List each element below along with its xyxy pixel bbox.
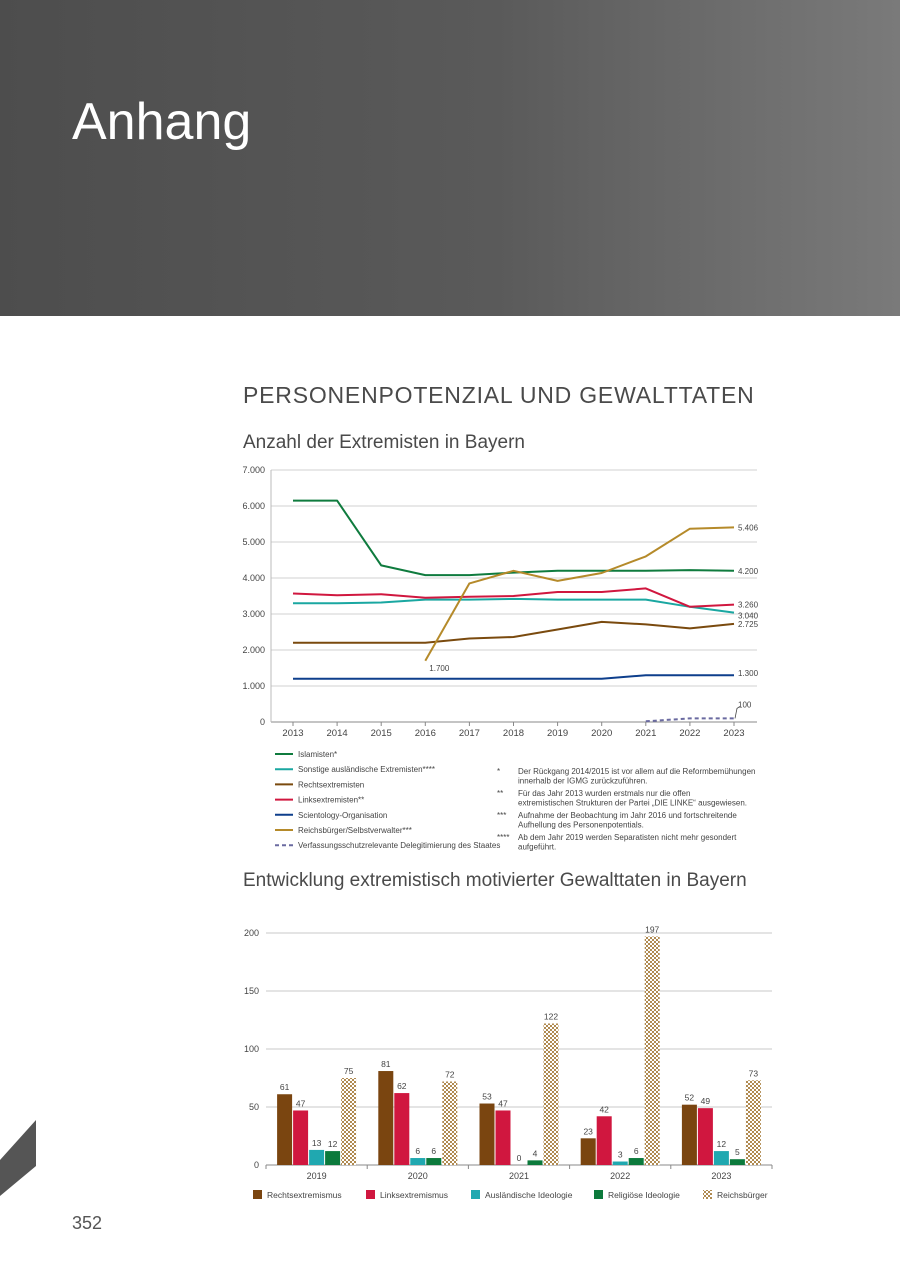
legend-label: Scientology-Organisation [298, 810, 388, 820]
x-tick-label: 2019 [547, 728, 569, 739]
x-tick-label: 2022 [610, 1171, 631, 1181]
bar-value-label: 12 [327, 1139, 338, 1150]
x-tick-label: 2021 [635, 728, 657, 739]
x-tick-label: 2018 [502, 728, 525, 739]
bar-value-label: 53 [482, 1091, 492, 1102]
y-tick-label: 3.000 [242, 609, 265, 619]
bar-bar_reichs [645, 936, 660, 1165]
x-tick-label: 2021 [508, 1171, 530, 1181]
bar-value-label: 73 [748, 1068, 759, 1079]
footnote-text: Aufnahme der Beobachtung im Jahr 2016 und fortschreitende Aufhellung des Personenpotentials. [518, 811, 737, 830]
y-tick-label: 1.000 [242, 681, 265, 691]
x-tick-label: 2023 [723, 728, 745, 739]
bar-bar_links [698, 1108, 713, 1165]
series-line-scientology [293, 675, 734, 679]
bar-value-label: 12 [716, 1139, 727, 1150]
footnote-text: Ab dem Jahr 2019 werden Separatisten nicht mehr gesondert aufgeführt. [518, 833, 737, 852]
footnote-mark: **** [497, 833, 510, 842]
bar-value-label: 0 [516, 1153, 522, 1163]
y-tick-label: 2.000 [242, 645, 265, 655]
bar-bar_rechts [480, 1104, 495, 1165]
x-tick-label: 2022 [679, 728, 701, 739]
x-tick-label: 2016 [414, 728, 436, 739]
legend-swatch [594, 1190, 603, 1199]
footnote-mark: ** [497, 789, 504, 798]
side-tab-marker [0, 1120, 40, 1200]
bar-bar_reichs [442, 1081, 457, 1165]
legend-label: Religiöse Ideologie [608, 1190, 680, 1200]
y-tick-label: 7.000 [242, 465, 265, 475]
series-line-delegitimierung [646, 718, 734, 721]
series-line-islamisten [293, 501, 734, 575]
y-tick-label: 5.000 [242, 537, 265, 547]
series-line-reichsbuerger [425, 527, 734, 660]
bar-value-label: 42 [599, 1104, 609, 1115]
legend-label: Rechtsextremisten [298, 780, 365, 790]
y-tick-label: 50 [248, 1102, 259, 1112]
end-label: 3.040 [738, 611, 759, 621]
bar-bar_reichs [341, 1078, 356, 1165]
y-tick-label: 100 [243, 1044, 259, 1054]
legend-label: Verfassungsschutzrelevante Delegitimierung des Staates [298, 841, 501, 851]
x-tick-label: 2023 [711, 1171, 732, 1181]
bar-bar_rechts [378, 1071, 393, 1165]
legend-label: Ausländische Ideologie [485, 1190, 573, 1200]
legend-label: Islamisten* [298, 750, 338, 759]
bar-value-label: 47 [498, 1098, 508, 1109]
legend-label: Rechtsextremismus [267, 1190, 342, 1200]
end-label: 3.260 [738, 600, 759, 610]
series-line-rechts [293, 622, 734, 643]
x-tick-label: 2015 [370, 728, 392, 739]
banner-title: Anhang [72, 93, 252, 151]
bar-bar_rechts [682, 1105, 697, 1165]
bar-bar_relig [730, 1159, 745, 1165]
bar-value-label: 5 [735, 1147, 740, 1158]
x-tick-label: 2013 [282, 728, 304, 739]
legend-label: Sonstige ausländische Extremisten**** [298, 765, 435, 775]
bar-bar_reichs [544, 1023, 559, 1165]
bar-chart [0, 915, 900, 1215]
y-tick-label: 150 [243, 986, 259, 996]
bar-bar_rechts [581, 1138, 596, 1165]
end-label: 1.300 [738, 669, 759, 679]
x-tick-label: 2020 [407, 1171, 428, 1181]
legend-swatch [253, 1190, 262, 1199]
line-chart [0, 460, 900, 880]
footnote-mark: * [497, 767, 501, 776]
x-tick-label: 2020 [591, 728, 613, 739]
legend-swatch [366, 1190, 375, 1199]
bar-value-label: 72 [445, 1069, 455, 1080]
end-label: 4.200 [738, 566, 759, 576]
bar-bar_links [597, 1116, 612, 1165]
end-label: 100 [738, 700, 752, 710]
series-line-sonstige [293, 599, 734, 613]
bar-value-label: 52 [684, 1092, 695, 1103]
end-label: 5.406 [738, 523, 759, 533]
y-tick-label: 4.000 [242, 573, 265, 583]
line-chart-title: Anzahl der Extremisten in Bayern [243, 432, 525, 453]
footnote-text: Der Rückgang 2014/2015 ist vor allem auf die Reformbemühungen innerhalb der IGMG zurückzuführen. [518, 767, 756, 786]
bar-bar_rechts [277, 1094, 292, 1165]
bar-value-label: 75 [343, 1066, 354, 1076]
y-tick-label: 0 [259, 717, 265, 727]
bar-value-label: 49 [700, 1096, 711, 1107]
bar-bar_reichs [746, 1080, 761, 1165]
bar-value-label: 61 [279, 1082, 290, 1093]
bar-bar_links [394, 1093, 409, 1165]
y-tick-label: 0 [253, 1160, 259, 1170]
page-number: 352 [72, 1213, 103, 1233]
bar-bar_auslaend [714, 1151, 729, 1165]
bar-bar_auslaend [613, 1162, 628, 1165]
bar-value-label: 6 [415, 1146, 421, 1157]
end-label: 2.725 [738, 619, 759, 629]
legend-label: Reichsbürger [717, 1190, 768, 1200]
legend-swatch [703, 1190, 712, 1199]
bar-value-label: 62 [397, 1081, 407, 1092]
bar-bar_relig [629, 1158, 644, 1165]
bar-value-label: 6 [633, 1146, 639, 1157]
bar-value-label: 23 [583, 1126, 593, 1137]
section-title: PERSONENPOTENZIAL UND GEWALTTATEN [243, 382, 755, 408]
footnote-text: Für das Jahr 2013 wurden erstmals nur die offen extremistischen Strukturen der Partei „DIE LINKE“ ausgewiesen. [518, 789, 747, 808]
bar-value-label: 4 [532, 1148, 538, 1159]
bar-bar_links [293, 1110, 308, 1165]
legend-swatch [471, 1190, 480, 1199]
legend-label: Reichsbürger/Selbstverwalter*** [298, 826, 412, 835]
x-tick-label: 2017 [458, 728, 480, 739]
bar-value-label: 81 [381, 1059, 391, 1070]
y-tick-label: 200 [243, 928, 259, 938]
bar-bar_auslaend [309, 1150, 324, 1165]
bar-bar_links [496, 1110, 511, 1165]
bar-value-label: 197 [645, 924, 660, 935]
bar-bar_auslaend [410, 1158, 425, 1165]
header-banner [0, 0, 900, 316]
x-tick-label: 2019 [306, 1171, 327, 1181]
bar-bar_relig [325, 1151, 340, 1165]
bar-bar_relig [528, 1160, 543, 1165]
bar-chart-title: Entwicklung extremistisch motivierter Gewalttaten in Bayern [243, 870, 747, 891]
x-tick-label: 2014 [326, 728, 348, 739]
bar-value-label: 122 [543, 1011, 559, 1022]
bar-value-label: 13 [311, 1137, 322, 1148]
bar-bar_relig [426, 1158, 441, 1165]
y-tick-label: 6.000 [242, 501, 265, 511]
legend-label: Linksextremismus [380, 1190, 449, 1200]
bar-value-label: 3 [617, 1149, 623, 1160]
start-annotation: 1.700 [429, 663, 450, 673]
legend-label: Linksextremisten** [298, 795, 365, 805]
bar-value-label: 6 [431, 1146, 437, 1157]
bar-value-label: 47 [295, 1098, 306, 1109]
footnote-mark: *** [497, 811, 507, 820]
